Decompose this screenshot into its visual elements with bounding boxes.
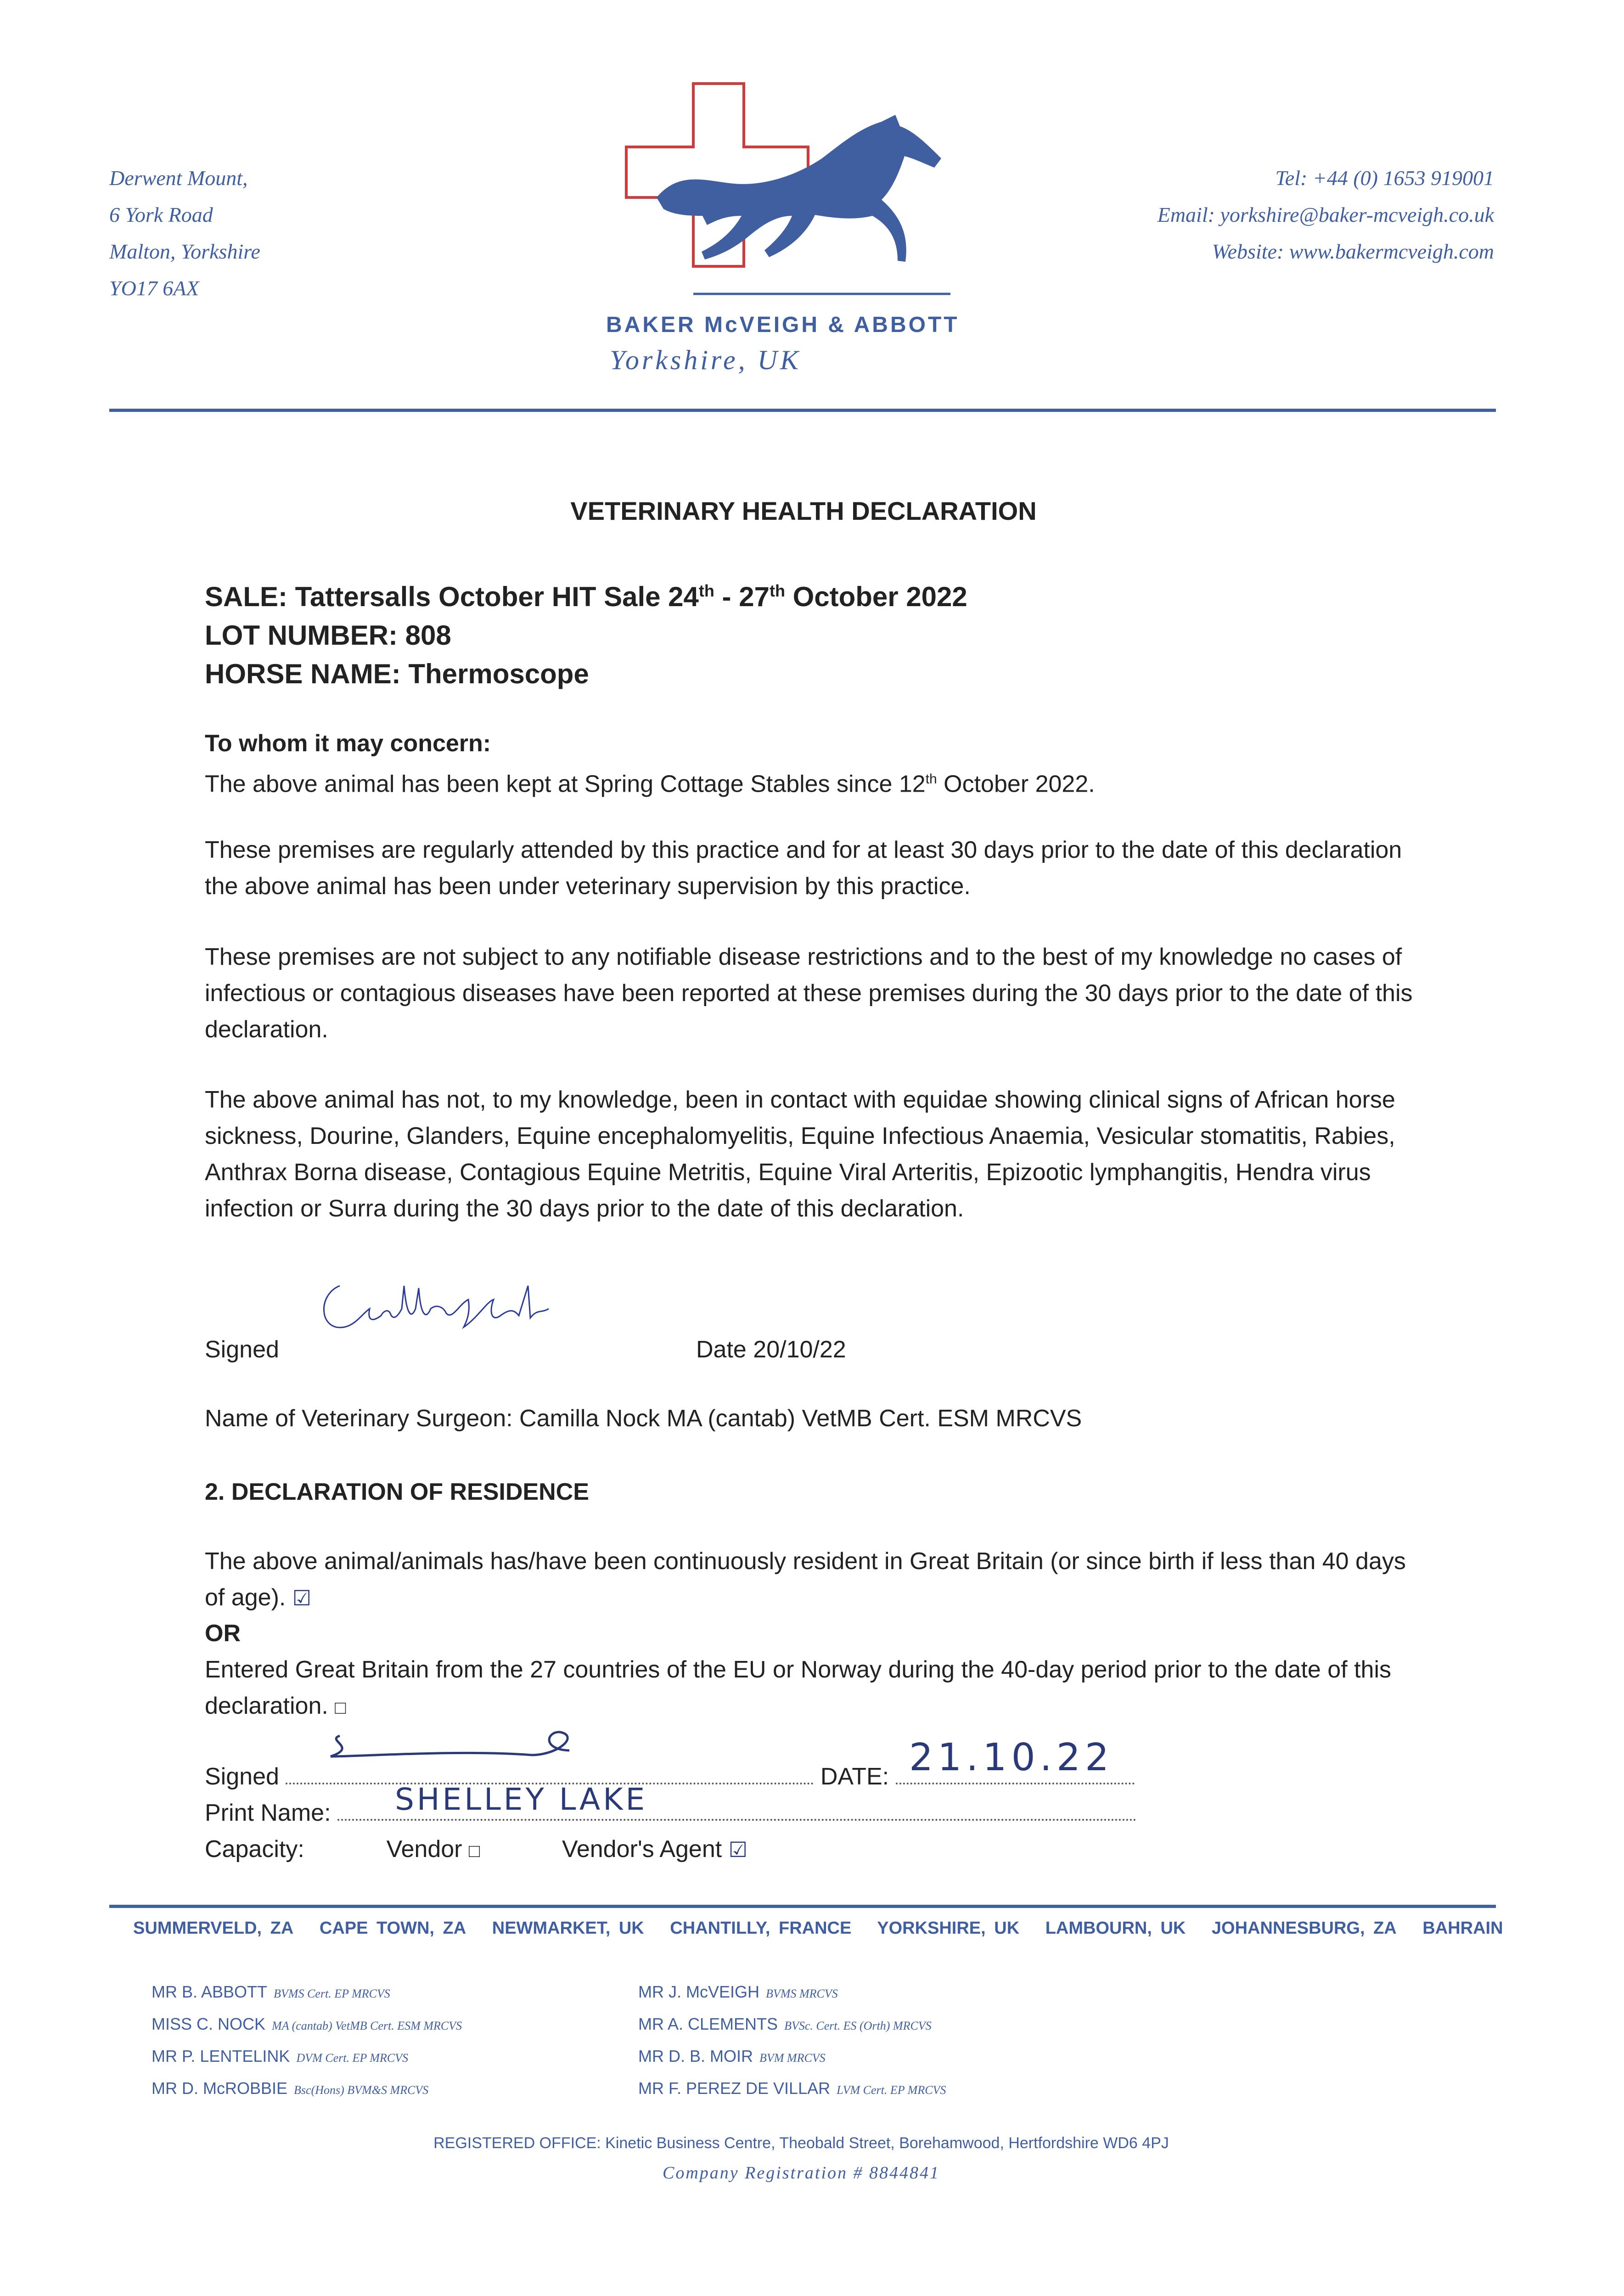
city: CAPE TOWN, ZA — [319, 1919, 466, 1938]
partner — [152, 2041, 462, 2073]
partner-quals: BVSc. Cert. ES (Orth) MRCVS — [784, 2019, 932, 2032]
partner-name: MR D. McROBBIE — [152, 2079, 288, 2098]
sale-value: - 27 — [714, 581, 770, 612]
section-title-residence: 2. DECLARATION OF RESIDENCE — [205, 1479, 589, 1505]
horse-silhouette-icon — [657, 115, 941, 262]
partner — [638, 1977, 946, 2009]
vet-name: Name of Veterinary Surgeon: Camilla Nock MA (cantab) VetMB Cert. ESM MRCVS — [205, 1405, 1082, 1432]
partner-quals: DVM Cert. EP MRCVS — [296, 2051, 409, 2065]
partner-quals: BVM MRCVS — [759, 2051, 826, 2065]
print-name-line — [205, 1795, 1169, 1831]
paragraph-text: October 2022. — [937, 771, 1095, 798]
address-line: 6 York Road — [109, 203, 213, 226]
date2-label: DATE: — [820, 1763, 889, 1790]
vet-date: Date 20/10/22 — [696, 1336, 846, 1363]
paragraph-sup: th — [925, 771, 937, 787]
partner-name: MR P. LENTELINK — [152, 2047, 290, 2065]
header-divider — [109, 409, 1496, 412]
date2-value: 21.10.22 — [909, 1736, 1114, 1779]
practice-contact — [1158, 160, 1494, 270]
lot-label: LOT NUMBER: — [205, 620, 398, 651]
paragraph-text: The above animal has been kept at Spring Cottage Stables since 12 — [205, 771, 926, 798]
address-line: Derwent Mount, — [109, 166, 248, 190]
city: CHANTILLY, FRANCE — [670, 1919, 852, 1938]
residence-option-2 — [205, 1652, 1417, 1726]
partner-quals: LVM Cert. EP MRCVS — [837, 2083, 946, 2097]
partner-quals: BVMS Cert. EP MRCVS — [274, 1987, 390, 2000]
partners-right — [638, 1977, 946, 2105]
practice-name: BAKER McVEIGH & ABBOTT — [606, 313, 960, 337]
residence-text: The above animal/animals has/have been continuously resident in Great Britain (or since birth if less than 40 days of age). — [205, 1548, 1406, 1611]
date-field[interactable] — [896, 1783, 1135, 1784]
partner-name: MR B. ABBOTT — [152, 1982, 268, 2001]
city: JOHANNESBURG, ZA — [1211, 1919, 1397, 1938]
print-name-value: SHELLEY LAKE — [395, 1782, 648, 1817]
checkbox-ticked-icon[interactable]: ☑ — [292, 1586, 312, 1610]
contact-email: Email: yorkshire@baker-mcveigh.co.uk — [1157, 203, 1494, 226]
horse-label: HORSE NAME: — [205, 658, 401, 689]
contact-website: Website: www.bakermcveigh.com — [1212, 240, 1494, 263]
owner-signature — [321, 1722, 643, 1773]
horse-line — [205, 655, 967, 693]
practice-location: Yorkshire, UK — [610, 345, 801, 375]
city: BAHRAIN — [1422, 1919, 1503, 1938]
capacity-line — [205, 1831, 1169, 1869]
office-locations — [133, 1919, 1511, 1938]
sale-value: Tattersalls October HIT Sale 24 — [295, 581, 699, 612]
partner — [638, 2073, 946, 2105]
address-line: YO17 6AX — [109, 276, 199, 300]
partner-name: MR J. McVEIGH — [638, 1982, 760, 2001]
paragraph-restrictions: These premises are not subject to any notifiable disease restrictions and to the best of my knowledge no cases of infectious or contagious diseases have been reported at these premises during the 30 days prior to the date of this declaration. — [205, 944, 1413, 1043]
partner-quals: BVMS MRCVS — [766, 1987, 838, 2000]
partner — [638, 2041, 946, 2073]
contact-phone: Tel: +44 (0) 1653 919001 — [1275, 166, 1494, 190]
address-line: Malton, Yorkshire — [109, 240, 260, 263]
agent-checkbox-ticked-icon[interactable]: ☑ — [728, 1838, 747, 1862]
residence-text: Entered Great Britain from the 27 countries of the EU or Norway during the 40-day period prior to the date of this declaration. — [205, 1656, 1392, 1719]
sale-sup: th — [698, 581, 714, 600]
horse-name: Thermoscope — [408, 658, 589, 689]
lot-number: 808 — [405, 620, 451, 651]
sale-label: SALE: — [205, 581, 287, 612]
agent-label: Vendor's Agent — [562, 1836, 722, 1863]
partner — [638, 2009, 946, 2041]
print-label: Print Name: — [205, 1800, 331, 1826]
city: SUMMERVELD, ZA — [133, 1919, 294, 1938]
residence-option-1 — [205, 1543, 1417, 1616]
city: YORKSHIRE, UK — [877, 1919, 1020, 1938]
checkbox-empty-icon[interactable]: □ — [335, 1698, 346, 1718]
partner-name: MISS C. NOCK — [152, 2015, 266, 2033]
partner-name: MR F. PEREZ DE VILLAR — [638, 2079, 831, 2098]
footer-divider — [109, 1905, 1496, 1908]
capacity-label: Capacity: — [205, 1836, 304, 1863]
signed-label: Signed — [205, 1336, 279, 1363]
city: LAMBOURN, UK — [1045, 1919, 1186, 1938]
salutation: To whom it may concern: — [205, 730, 491, 757]
partner-name: MR D. B. MOIR — [638, 2047, 753, 2065]
paragraph-kept — [205, 761, 1417, 802]
lot-line — [205, 616, 967, 655]
partners-left — [152, 1977, 462, 2105]
vendor-checkbox-icon[interactable]: □ — [468, 1841, 480, 1861]
paragraph-diseases: The above animal has not, to my knowledge, been in contact with equidae showing clinical signs of African horse sickness, Dourine, Glanders, Equine encephalomyelitis, Equine Infectious Anaemia, Vesicular stomatitis, Rabies, Anthrax Borna disease, Contagious Equine Metritis, Equine Viral Arteritis, Epizootic lymphangitis, Hendra virus infection or Surra during the 30 days prior to the date of this declaration. — [205, 1086, 1395, 1222]
paragraph-supervision: These premises are regularly attended by this practice and for at least 30 days prior to the date of this declaration the above animal has been under veterinary supervision by this practice. — [205, 837, 1402, 900]
practice-address — [109, 160, 260, 307]
print-name-field[interactable] — [337, 1819, 1136, 1821]
registered-office: REGISTERED OFFICE: Kinetic Business Centre, Theobald Street, Borehamwood, Hertfordshire WD6 4PJ — [433, 2134, 1169, 2152]
sale-line — [205, 572, 967, 616]
or-label: OR — [205, 1620, 241, 1647]
practice-logo — [624, 78, 955, 321]
sale-sup: th — [769, 581, 785, 600]
partner — [152, 2009, 462, 2041]
vendor-label: Vendor — [386, 1836, 462, 1863]
vet-signature — [312, 1277, 551, 1355]
partner — [152, 2073, 462, 2105]
partner-quals: MA (cantab) VetMB Cert. ESM MRCVS — [272, 2019, 462, 2032]
document-title: VETERINARY HEALTH DECLARATION — [570, 496, 1037, 525]
partner — [152, 1977, 462, 2009]
sale-info — [205, 572, 967, 693]
partner-name: MR A. CLEMENTS — [638, 2015, 778, 2033]
partner-quals: Bsc(Hons) BVM&S MRCVS — [294, 2083, 429, 2097]
sale-value: October 2022 — [785, 581, 967, 612]
signed2-label: Signed — [205, 1763, 279, 1790]
company-registration: Company Registration # 8844841 — [662, 2163, 940, 2183]
city: NEWMARKET, UK — [492, 1919, 644, 1938]
